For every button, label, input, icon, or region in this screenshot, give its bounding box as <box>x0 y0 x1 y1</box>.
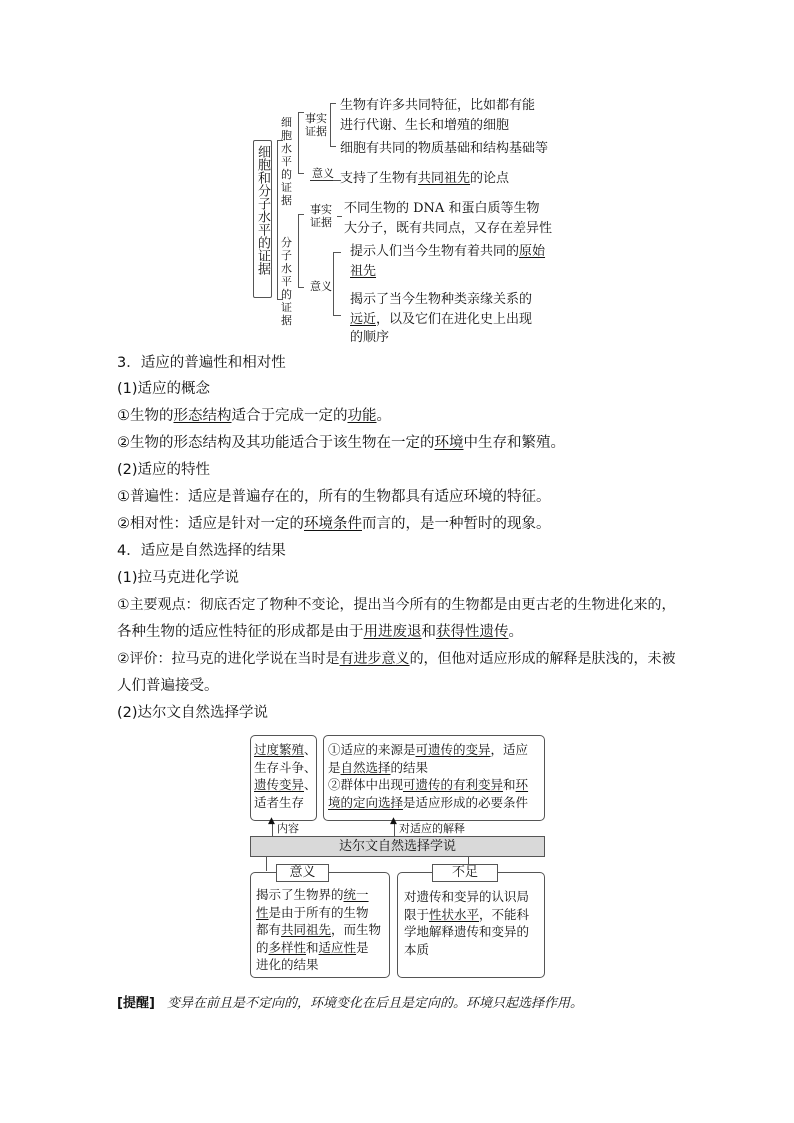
darwin-lack-text: 对遗传和变异的认识局 限于性状水平，不能科 学地解释遗传和变异的 本质 <box>404 889 530 957</box>
arrow-up-icon: ▲ <box>268 816 275 826</box>
cell-fact-1b: 进行代谢、生长和增殖的细胞 <box>340 118 510 133</box>
mol-meaning-2a: 揭示了当今生物种类亲缘关系的 <box>350 292 533 307</box>
mol-meaning-label: 意义 <box>310 280 332 293</box>
sec4-p1-item1-line1: ①主要观点：彻底否定了物种不变论，提出当今所有的生物都是由更古老的生物进化来的， <box>117 597 676 613</box>
sec4-p1-item2-line2: 人们普遍接受。 <box>117 678 219 694</box>
sec4-p2-title: (2)达尔文自然选择学说 <box>117 705 269 721</box>
darwin-label-explain: 对适应的解释 <box>399 822 465 835</box>
darwin-lack-header: 不足 <box>432 864 498 882</box>
cell-fact-label: 事实证据 <box>305 112 327 138</box>
sec3-heading: 3．适应的普遍性和相对性 <box>117 355 286 371</box>
darwin-meaning-text: 揭示了生物界的统一 性是由于所有的生物 都有共同祖先，而生物 的多样性和适应性是 进化的结果 <box>256 887 382 972</box>
sec4-p1-item1-line2: 各种生物的适应性特征的形成都是由于用进废退和获得性遗传。 <box>117 624 523 640</box>
cell-meaning: 支持了生物有共同祖先的论点 <box>340 171 510 186</box>
cell-meaning-label: 意义 <box>312 167 334 180</box>
tip-text: 变异在前且是不定向的，环境变化在后且是定向的。环境只起选择作用。 <box>167 996 584 1011</box>
sec3-p2-item2: ②相对性：适应是针对一定的环境条件而言的，是一种暂时的现象。 <box>117 516 551 532</box>
mol-fact-b: 大分子，既有共同点，又存在差异性 <box>344 221 553 236</box>
mol-meaning-1: 提示人们当今生物有着共同的原始 <box>350 244 546 259</box>
sec4-p1-title: (1)拉马克进化学说 <box>117 570 240 586</box>
arrow-up-icon: ▲ <box>390 816 397 826</box>
mol-meaning-2b: 远近，以及它们在进化史上出现 <box>350 312 533 327</box>
sec4-p1-item2-line1: ②评价：拉马克的进化学说在当时是有进步意义的，但他对适应形成的解释是肤浅的，未被 <box>117 651 676 667</box>
tree-root-label: 细胞和分子水平的证据 <box>255 145 270 275</box>
cell-fact-1a: 生物有许多共同特征，比如都有能 <box>340 98 536 113</box>
cell-fact-2: 细胞有共同的物质基础和结构基础等 <box>340 141 549 156</box>
tip <box>117 995 583 1012</box>
sec4-heading: 4．适应是自然选择的结果 <box>117 543 286 559</box>
sec3-p1-item1: ①生物的形态结构适合于完成一定的功能。 <box>117 408 391 424</box>
darwin-center-title: 达尔文自然选择学说 <box>338 839 456 854</box>
darwin-label-content: 内容 <box>277 822 299 835</box>
mol-fact-label: 事实证据 <box>310 203 332 229</box>
tip-label: [提醒] <box>117 996 155 1011</box>
sec3-p1-title: (1)适应的概念 <box>117 381 211 397</box>
darwin-explain-text: ①适应的来源是可遗传的变异，适应 是自然选择的结果 ②群体中出现可遗传的有利变异和环 境的定向选择是适应形成的必要条件 <box>328 742 529 810</box>
sec3-p1-item2: ②生物的形态结构及其功能适合于该生物在一定的环境中生存和繁殖。 <box>117 435 565 451</box>
mol-fact-a: 不同生物的 DNA 和蛋白质等生物 <box>344 201 540 216</box>
sec3-p2-item1: ①普遍性：适应是普遍存在的，所有的生物都具有适应环境的特征。 <box>117 489 551 505</box>
mol-meaning-1b: 祖先 <box>350 264 377 279</box>
cell-branch-label: 细胞水平的证据 <box>281 116 292 207</box>
mol-branch-label: 分子水平的证据 <box>281 236 292 327</box>
darwin-meaning-header: 意义 <box>276 864 329 882</box>
mol-meaning-2c: 的顺序 <box>350 330 390 345</box>
sec3-p2-title: (2)适应的特性 <box>117 462 211 478</box>
darwin-content-text: 过度繁殖、 生存斗争、 遗传变异、 适者生存 <box>254 742 317 810</box>
